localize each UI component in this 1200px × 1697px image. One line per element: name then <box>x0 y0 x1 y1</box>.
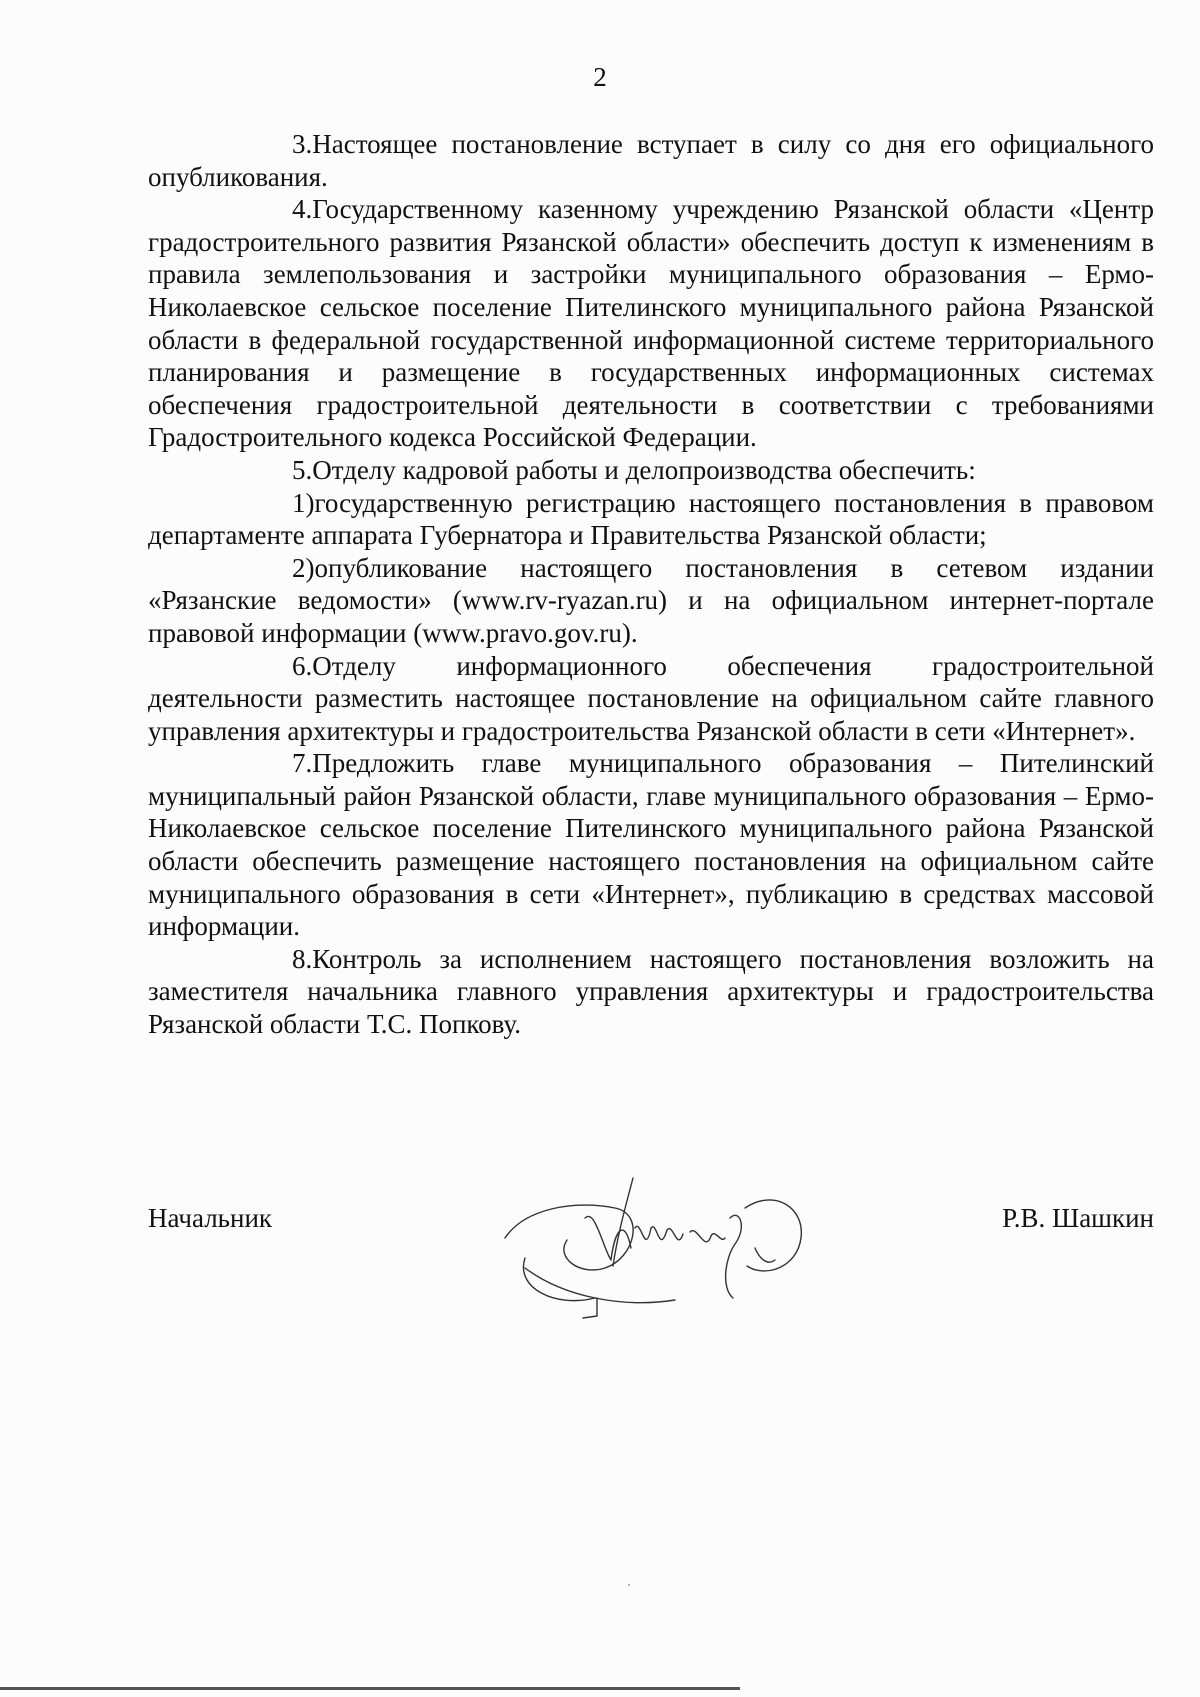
paragraph-6 <box>148 650 1154 748</box>
paragraph-5 <box>148 454 1154 487</box>
scan-edge-line <box>0 1687 740 1690</box>
document-body <box>148 128 1154 1041</box>
scan-artifact <box>628 1584 630 1586</box>
subparagraph-1 <box>148 487 1154 552</box>
paragraph-text: Отделу кадровой работы и делопроизводства обеспечить: <box>312 454 976 485</box>
handwritten-signature <box>485 1148 845 1328</box>
paragraph-7 <box>148 747 1154 943</box>
paragraph-text: государственную регистрацию настоящего постановления в правовом департаменте аппарата Губернатора и Правительства Рязанской области; <box>148 487 1154 551</box>
page-number: 2 <box>593 62 607 92</box>
paragraph-number: 6. <box>292 650 313 681</box>
paragraph-number: 5. <box>292 454 313 485</box>
paragraph-text: Настоящее постановление вступает в силу со дня его официального опубликования. <box>148 129 1154 192</box>
signatory-name: Р.В. Шашкин <box>1002 1203 1154 1233</box>
paragraph-text: Государственному казенному учреждению Рязанской области «Центр градостроительного развития Рязанской области» обеспечить доступ к изменениям в правила землепользования и застройки муниципального образования – Ермо-Николаевское сельское поселение Пителинского муниципального района Рязанской области в федеральной государственной информационной системе территориального планирования и размещение в государственных информационных системах обеспечения градостроительной деятельности в соответствии с требованиями Градостроительного кодекса Российской Федерации. <box>148 194 1154 453</box>
signatory-title: Начальник <box>148 1203 273 1233</box>
paragraph-3 <box>148 128 1154 193</box>
paragraph-4 <box>148 193 1154 454</box>
paragraph-text: Отделу информационного обеспечения градостроительной деятельности разместить настоящее постановление на официальном сайте главного управления архитектуры и градостроительства Рязанской области в сети «Интернет». <box>148 650 1154 746</box>
paragraph-number: 2) <box>292 552 315 583</box>
paragraph-number: 3. <box>292 129 313 159</box>
subparagraph-2 <box>148 552 1154 650</box>
paragraph-text: Предложить главе муниципального образования – Пителинский муниципальный район Рязанской области, главе муниципального образования – Ермо-Николаевское сельское поселение Пителинского муниципального района Рязанской области обеспечить размещение настоящего постановления на официальном сайте муниципального образования в сети «Интернет», публикацию в средствах массовой информации. <box>148 748 1154 942</box>
paragraph-number: 1) <box>292 487 315 518</box>
paragraph-number: 7. <box>292 748 313 779</box>
paragraph-number: 4. <box>292 194 313 225</box>
paragraph-8 <box>148 943 1154 1041</box>
paragraph-number: 8. <box>292 943 313 974</box>
paragraph-text: опубликование настоящего постановления в сетевом издании «Рязанские ведомости» (www.rv-ryazan.ru) и на официальном интернет-портале правовой информации (www.pravo.gov.ru). <box>148 552 1154 648</box>
paragraph-text: Контроль за исполнением настоящего постановления возложить на заместителя начальника главного управления архитектуры и градостроительства Рязанской области Т.С. Попкову. <box>148 943 1154 1040</box>
